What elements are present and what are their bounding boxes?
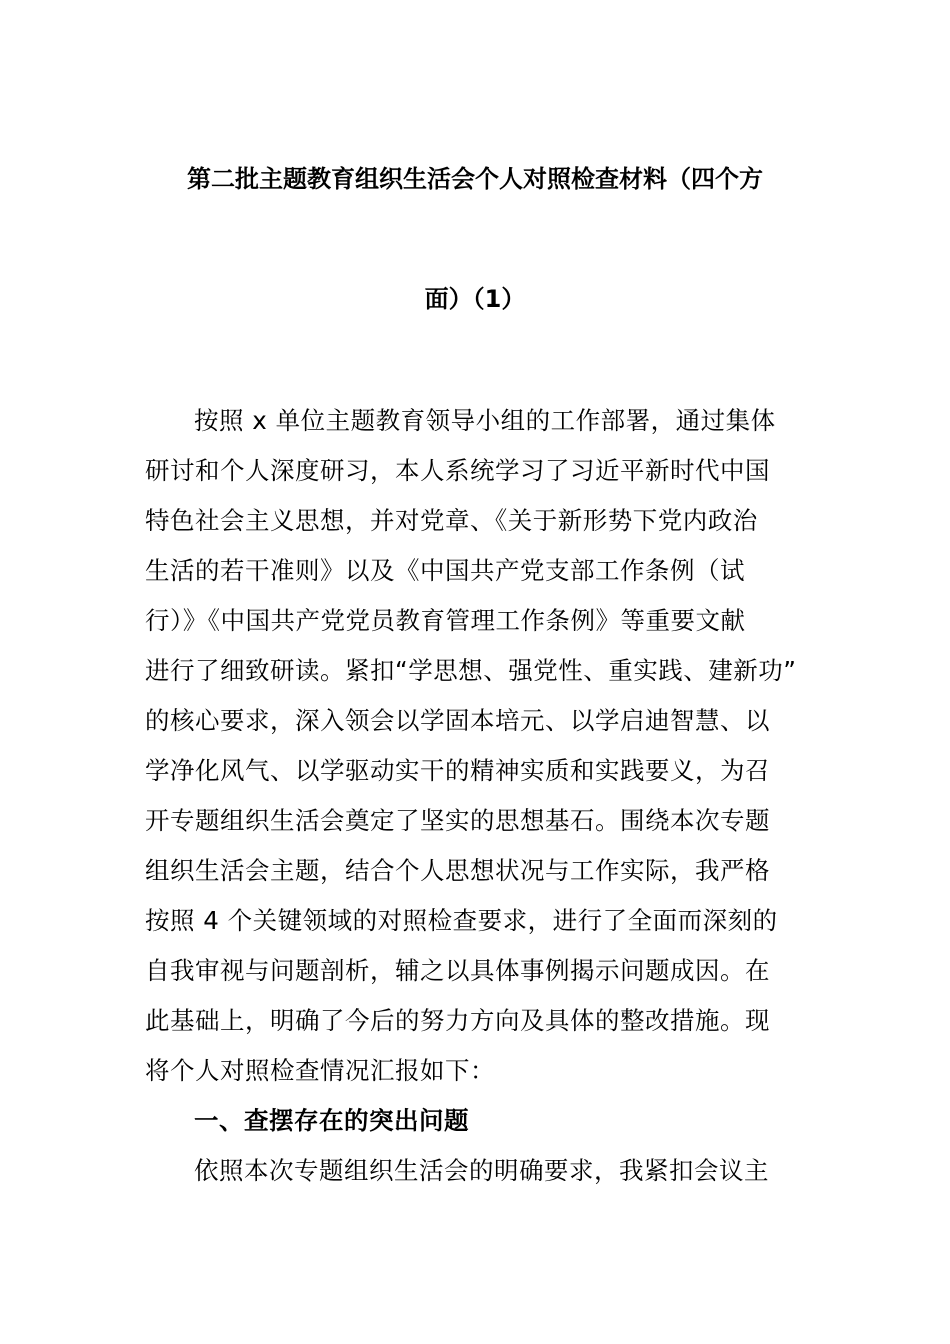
document-title-line-1: 第二批主题教育组织生活会个人对照检查材料（四个方 xyxy=(187,165,763,193)
paragraph-1 xyxy=(145,396,810,1096)
paragraph-line: 依照本次专题组织生活会的明确要求，我紧扣会议主 xyxy=(194,1156,769,1185)
paragraph-line: 自我审视与问题剖析，辅之以具体事例揭示问题成因。在 xyxy=(145,956,770,985)
section-heading: 一、查摆存在的突出问题 xyxy=(194,1106,469,1135)
paragraph-line: 学净化风气、以学驱动实干的精神实质和实践要义，为召 xyxy=(145,756,770,785)
paragraph-line: 生活的若干准则》以及《中国共产党支部工作条例（试 xyxy=(145,556,745,585)
paragraph-line: 开专题组织生活会奠定了坚实的思想基石。围绕本次专题 xyxy=(145,806,770,835)
paragraph-line: 进行了细致研读。紧扣“学思想、强党性、重实践、建新功” xyxy=(145,656,797,685)
document-title-line-2: 面）（1） xyxy=(424,285,526,313)
document-body xyxy=(145,396,810,1196)
paragraph-line: 组织生活会主题，结合个人思想状况与工作实际，我严格 xyxy=(145,856,770,885)
paragraph-line: 的核心要求，深入领会以学固本培元、以学启迪智慧、以 xyxy=(145,706,770,735)
paragraph-line: 此基础上，明确了今后的努力方向及具体的整改措施。现 xyxy=(145,1006,770,1035)
paragraph-line: 特色社会主义思想，并对党章、《关于新形势下党内政治 xyxy=(145,506,758,535)
paragraph-line: 行）》《中国共产党党员教育管理工作条例》等重要文献 xyxy=(145,606,746,635)
paragraph-2 xyxy=(145,1146,810,1196)
paragraph-line: 研讨和个人深度研习，本人系统学习了习近平新时代中国 xyxy=(145,456,770,485)
paragraph-line: 将个人对照检查情况汇报如下： xyxy=(145,1056,495,1085)
section-1 xyxy=(145,1096,810,1146)
paragraph-line: 按照 x 单位主题教育领导小组的工作部署，通过集体 xyxy=(194,406,776,435)
paragraph-line: 按照 4 个关键领域的对照检查要求，进行了全面而深刻的 xyxy=(145,906,778,935)
